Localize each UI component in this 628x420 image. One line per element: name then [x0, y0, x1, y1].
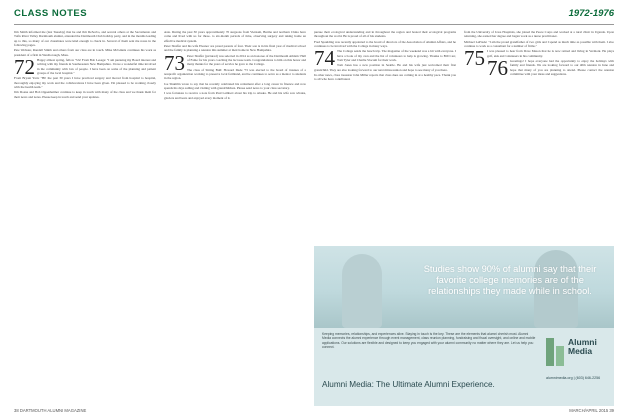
- page-header: [14, 8, 614, 22]
- paragraph: I was pleased to hear from Dave Mason that he is now retired and living in Vermont. He plays golf, skis and volunteers in his community.: [487, 49, 614, 58]
- paragraph: Jim Doane and Bob Oppenheimer continue to keep in touch with many of the class and we thank them for their news and notes. Please keep in touch and send your updates.: [14, 90, 156, 99]
- column-4: [464, 30, 614, 240]
- column-2: [164, 30, 306, 404]
- paragraph: Jim Smith informed me (last Tuesday) that he and Jim DeSorbo, and several others at the Sacramento and Tufts River Valley Dartmouth alumni, attended the Dartmouth Club holiday party, and in the months leading up to this, so many of our classmates were kind enough to check in. Several of them sent me notes in the following pages.: [14, 30, 156, 48]
- section-title: CLASS NOTES: [14, 8, 88, 19]
- ad-photo: [314, 246, 614, 328]
- paragraph: The class of Sitting Bull: Howard Dade '73 was elected to the board of trustees of a nonprofit organization working to preserve local farmland, and he continues to serve as a mentor to students in the region.: [164, 67, 306, 81]
- paragraph: Happy almost spring, fellow '72s! From Bob Lesage: "I am pursuing my Board interest and writing with my friends in Southeastern New Hampshire. I have a wonderful time involved in the community with lots of people. I have been on some of the planning and patient groups of the local hospital.": [37, 58, 156, 76]
- paragraph: Fred Spaulding was recently appointed to the board of directors of the Association of Alumni Affairs, and he continues to be involved with the College in many ways.: [314, 39, 456, 49]
- alumni-media-advertisement[interactable]: [314, 246, 614, 406]
- paragraph: The College sends the beach trip. The magazine of the weekend was a hit with everyone. I have a book of my own and the list of volunteers to help is growing. Thanks to Bill Carr, Tom Tyler and Charlie Slocum for their work.: [337, 49, 456, 63]
- paragraph: pursue their ecological understanding and in throughout the region and hosted their ecological programs throughout the world. He is proud of all of his students.: [314, 30, 456, 39]
- class-year-dropcap: 72: [14, 55, 35, 80]
- paragraph: From Bryant Yarn: "Hi! the past 30 years I have practiced surgery and moved from hospital to hospital, thoroughly enjoying my work and the collaborations I have been given. I'm pleased to be working closely with the health team.": [14, 76, 156, 90]
- logo-bar-icon: [546, 338, 554, 366]
- class-year-dropcap: 76: [487, 56, 508, 81]
- paragraph: Michael LaPrade: "I am the proud grandfather of two girls and I spend as much time as possible with them. I also continue to work as a consultant for a number of firms.": [464, 39, 614, 49]
- page-footer: [14, 406, 614, 414]
- paragraph: In other news, class treasurer John Miller reports that class dues are coming in at a healthy pace. Thank you to all who have contributed.: [314, 73, 456, 82]
- paragraph: Pete Webster, Randall Smith and others from our class are in touch. Mike McGinnis continues his work as president of a firm in Westborough, Mass.: [14, 48, 156, 57]
- paragraph: from the University of Iowa Hospitals, she joined the Peace Corps and worked at a rural clinic in Uganda. Upon returning, she earned her degree and began work as a nurse practitioner.: [464, 30, 614, 39]
- footer-right: MARCH/APRIL 2015 39: [569, 408, 614, 413]
- footer-left: 38 DARTMOUTH ALUMNI MAGAZINE: [14, 408, 87, 413]
- paragraph: Peter Shaffer and his wife Eleanor are proud parents of four. Their son is in his final year of medical school and the family is planning a reunion this summer at their home in New Hampshire.: [164, 44, 306, 53]
- paragraph: I was fortunate to receive a note from Paul Lambert about his trip to Alaska. He and his wife saw whales, glaciers and bears and enjoyed every moment of it.: [164, 91, 306, 100]
- paragraph: Greetings! I hope everyone had the opportunity to enjoy the holidays with family and friends. We are looking forward to our 40th reunion in June and hope that many of you are planning to attend. Please contact the reunion committee with your ideas and suggestions.: [510, 59, 614, 77]
- paragraph: Joe Shumlin wrote to say that he recently celebrated his retirement after a long career in finance and now spends his days sailing and visiting with grandchildren. Please send news to your class secretary.: [164, 81, 306, 91]
- logo-url[interactable]: alumnimedia.org | (603) 646-2256: [546, 376, 601, 380]
- logo-bar-icon: [556, 346, 564, 366]
- paragraph: Tom Jones has a new position in Seattle. He and his wife just welcomed their first grandchild. They are also looking forward to our next mini-reunion and hope to see many of you there.: [314, 63, 456, 72]
- ad-headline: Studies show 90% of alumni say that their favorite college memories are of the relationships they made while in school.: [423, 264, 597, 296]
- paragraph: Peter Shaffer (pictured) was selected in 2014 as an honoree of the Dartmouth Athletic Hall of Fame for his years coaching the lacrosse team. Congratulations to him on this honor and many thanks for the years of service he gave to the College.: [187, 53, 306, 67]
- column-1: [14, 30, 156, 404]
- class-year-dropcap: 73: [164, 50, 185, 75]
- class-years: 1972-1976: [568, 8, 614, 19]
- column-3: [314, 30, 456, 240]
- paragraph: Asia. During the past 30 years approximately 70 surgeons from Vietnam, Burma and northern China have come and lived with us for three- to six-month periods of time, observing surgery and taking home an effective medical system.: [164, 30, 306, 43]
- header-rule: [14, 24, 614, 25]
- class-72-section: [14, 55, 156, 80]
- class-year-dropcap: 75: [464, 46, 485, 71]
- logo-name: Alumni Media: [568, 337, 597, 356]
- ad-body-text: Keeping memories, relationships, and experiences alive. Staying in touch is the key. These are the elements that alumni cherish most. Alumni Media connects the alumni experience through event management, class reunion planning, fundraising and fiscal oversight, and online and mobile applications. Our solutions are flexible and designed to keep you engaged with your alumni community no matter where they are. Let us help you connect.: [322, 332, 536, 350]
- class-year-dropcap: 74: [314, 46, 335, 71]
- photo-person-left: [342, 254, 382, 328]
- ad-tagline: Alumni Media: The Ultimate Alumni Experience.: [322, 380, 495, 389]
- alumni-media-logo[interactable]: [542, 336, 606, 394]
